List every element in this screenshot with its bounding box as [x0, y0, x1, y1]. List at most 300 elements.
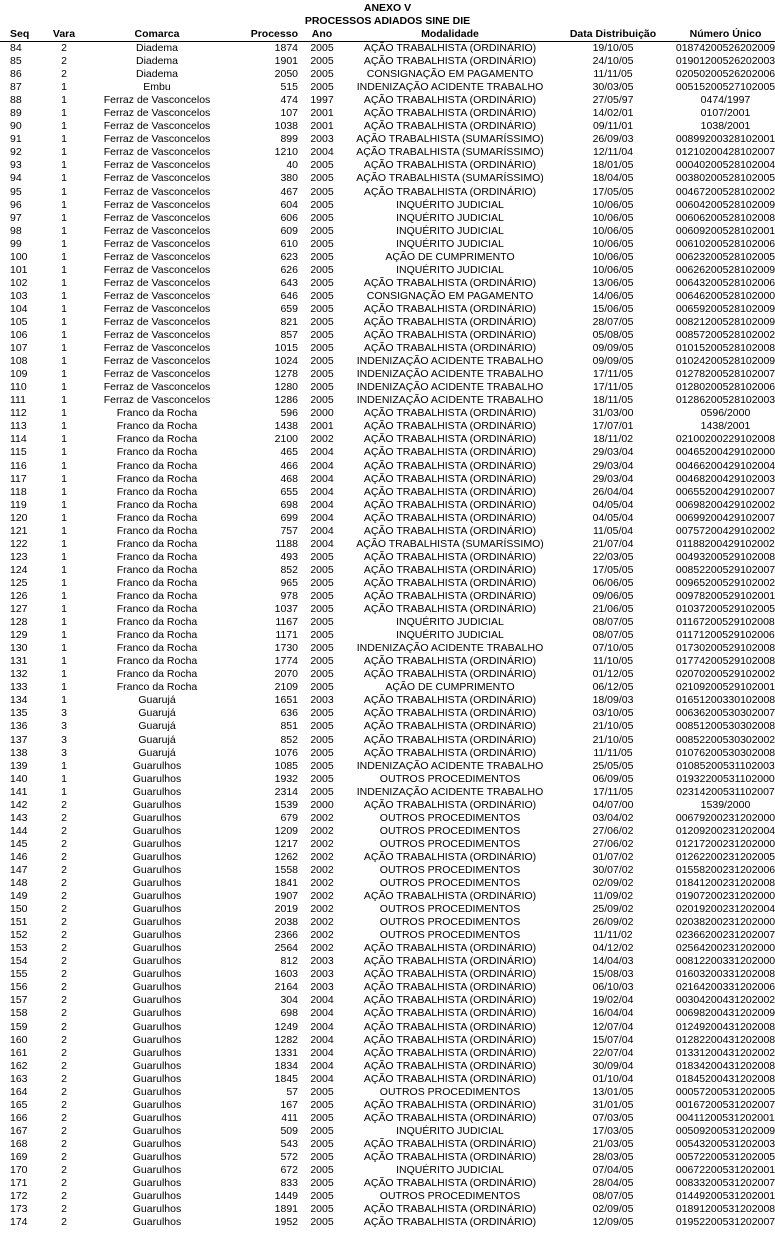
- cell-vara: 2: [61, 850, 67, 863]
- cell-data-distribuicao: 28/03/05: [592, 1151, 634, 1163]
- cell-seq: 95: [10, 185, 22, 198]
- cell-modalidade: AÇÃO TRABALHISTA (ORDINÁRIO): [363, 433, 537, 446]
- cell-modalidade: AÇÃO TRABALHISTA (ORDINÁRIO): [363, 329, 537, 342]
- cell-ano: 2005: [310, 1216, 334, 1229]
- cell-processo: 636: [280, 707, 298, 720]
- cell-data-distribuicao: 18/01/05: [592, 159, 634, 172]
- cell-data-distribuicao: 14/04/03: [592, 955, 634, 968]
- cell-modalidade: AÇÃO TRABALHISTA (ORDINÁRIO): [363, 120, 537, 133]
- cell-ano: 2004: [310, 1072, 334, 1085]
- cell-processo: 604: [280, 198, 298, 211]
- cell-data-distribuicao: 11/11/02: [593, 929, 633, 942]
- cell-vara: 1: [61, 120, 67, 133]
- cell-numero-unico: 00655200429102007: [675, 485, 775, 498]
- cell-vara: 2: [61, 837, 67, 850]
- cell-vara: 2: [61, 811, 67, 824]
- cell-vara: 2: [61, 1085, 67, 1098]
- cell-ano: 2004: [310, 1033, 334, 1046]
- cell-processo: 1834: [274, 1059, 298, 1072]
- cell-modalidade: AÇÃO TRABALHISTA (ORDINÁRIO): [363, 655, 537, 668]
- table-row: [0, 186, 775, 199]
- cell-numero-unico: 00167200531202007: [675, 1098, 775, 1111]
- cell-processo: 107: [280, 107, 298, 120]
- cell-ano: 2005: [310, 1164, 334, 1177]
- cell-modalidade: AÇÃO TRABALHISTA (ORDINÁRIO): [363, 733, 537, 746]
- cell-comarca: Guarulhos: [132, 1059, 182, 1072]
- cell-ano: 2005: [310, 550, 334, 563]
- table-row: [0, 629, 775, 642]
- table-row: [0, 199, 775, 212]
- cell-modalidade: OUTROS PROCEDIMENTOS: [379, 1190, 521, 1203]
- cell-modalidade: AÇÃO TRABALHISTA (ORDINÁRIO): [363, 485, 537, 498]
- table-row: [0, 394, 775, 407]
- cell-comarca: Ferraz de Vasconcelos: [103, 94, 211, 107]
- table-row: [0, 642, 775, 655]
- cell-processo: 1249: [274, 1020, 298, 1033]
- cell-comarca: Franco da Rocha: [116, 446, 198, 459]
- cell-processo: 757: [280, 524, 298, 537]
- table-row: [0, 107, 775, 120]
- cell-seq: 167: [10, 1124, 28, 1137]
- table-row: [0, 55, 775, 68]
- cell-numero-unico: 00978200529102001: [675, 589, 775, 602]
- cell-modalidade: AÇÃO TRABALHISTA (ORDINÁRIO): [363, 276, 537, 289]
- cell-data-distribuicao: 17/11/05: [592, 785, 634, 798]
- cell-seq: 134: [10, 694, 28, 707]
- cell-data-distribuicao: 19/10/05: [592, 42, 634, 55]
- cell-processo: 2050: [274, 68, 298, 81]
- cell-comarca: Ferraz de Vasconcelos: [103, 172, 211, 185]
- cell-processo: 646: [280, 289, 298, 302]
- table-row: [0, 1190, 775, 1203]
- cell-ano: 2002: [310, 811, 334, 824]
- table-row: [0, 773, 775, 786]
- cell-seq: 132: [10, 668, 28, 681]
- cell-seq: 162: [10, 1059, 28, 1072]
- cell-seq: 164: [10, 1085, 28, 1098]
- table-row: [0, 681, 775, 694]
- table-row: [0, 172, 775, 185]
- cell-numero-unico: 00493200529102008: [675, 550, 775, 563]
- cell-seq: 97: [10, 211, 22, 224]
- cell-data-distribuicao: 12/09/05: [592, 1216, 634, 1229]
- cell-data-distribuicao: 10/06/05: [592, 250, 634, 263]
- cell-comarca: Ferraz de Vasconcelos: [103, 289, 211, 302]
- cell-ano: 2002: [310, 850, 334, 863]
- cell-processo: 1188: [275, 537, 298, 550]
- cell-modalidade: AÇÃO TRABALHISTA (ORDINÁRIO): [363, 446, 537, 459]
- cell-processo: 812: [280, 955, 298, 968]
- cell-processo: 679: [280, 811, 298, 824]
- cell-processo: 515: [280, 81, 298, 94]
- cell-seq: 106: [10, 329, 28, 342]
- cell-numero-unico: 01952200531202007: [675, 1216, 775, 1229]
- cell-seq: 135: [10, 707, 28, 720]
- cell-comarca: Embu: [143, 81, 171, 94]
- cell-ano: 2005: [310, 759, 334, 772]
- cell-comarca: Guarulhos: [132, 916, 182, 929]
- cell-data-distribuicao: 11/09/02: [592, 890, 634, 903]
- table-row: [0, 955, 775, 968]
- cell-ano: 2002: [310, 929, 334, 942]
- cell-seq: 98: [10, 224, 22, 237]
- table-row: [0, 603, 775, 616]
- table-row: [0, 473, 775, 486]
- cell-vara: 1: [61, 342, 67, 355]
- cell-comarca: Diadema: [135, 55, 179, 68]
- cell-ano: 2001: [310, 120, 334, 133]
- cell-processo: 655: [280, 485, 298, 498]
- cell-ano: 2005: [310, 159, 334, 172]
- cell-comarca: Guarujá: [138, 733, 176, 746]
- table-row: [0, 407, 775, 420]
- cell-processo: 699: [280, 511, 298, 524]
- cell-ano: 2005: [310, 785, 334, 798]
- cell-ano: 2005: [310, 81, 334, 94]
- cell-modalidade: AÇÃO TRABALHISTA (ORDINÁRIO): [363, 511, 537, 524]
- cell-data-distribuicao: 10/06/05: [592, 211, 634, 224]
- cell-comarca: Ferraz de Vasconcelos: [103, 133, 211, 146]
- cell-seq: 112: [10, 407, 27, 420]
- cell-ano: 2005: [310, 237, 334, 250]
- cell-modalidade: OUTROS PROCEDIMENTOS: [379, 811, 521, 824]
- cell-ano: 2005: [310, 211, 334, 224]
- table-row: [0, 486, 775, 499]
- cell-processo: 899: [280, 133, 298, 146]
- cell-comarca: Ferraz de Vasconcelos: [103, 120, 211, 133]
- cell-vara: 2: [61, 1111, 67, 1124]
- cell-ano: 1997: [310, 94, 334, 107]
- cell-vara: 1: [61, 329, 67, 342]
- cell-modalidade: AÇÃO TRABALHISTA (SUMARÍSSIMO): [356, 172, 544, 185]
- cell-ano: 2003: [310, 968, 334, 981]
- column-header-numero-unico: Número Único: [666, 28, 775, 42]
- cell-processo: 1841: [274, 877, 298, 890]
- cell-ano: 2005: [310, 707, 334, 720]
- cell-comarca: Guarulhos: [132, 1111, 182, 1124]
- cell-seq: 142: [10, 798, 28, 811]
- cell-processo: 1901: [274, 55, 298, 68]
- cell-numero-unico: 00606200528102008: [675, 211, 775, 224]
- cell-processo: 857: [280, 329, 298, 342]
- cell-modalidade: AÇÃO TRABALHISTA (ORDINÁRIO): [363, 850, 537, 863]
- cell-comarca: Guarulhos: [132, 811, 182, 824]
- cell-data-distribuicao: 26/09/03: [592, 133, 634, 146]
- cell-comarca: Ferraz de Vasconcelos: [103, 302, 211, 315]
- cell-ano: 2005: [310, 589, 334, 602]
- cell-seq: 99: [10, 237, 22, 250]
- cell-modalidade: AÇÃO TRABALHISTA (ORDINÁRIO): [363, 420, 537, 433]
- cell-vara: 1: [61, 589, 67, 602]
- table-row: [0, 277, 775, 290]
- cell-vara: 3: [61, 733, 67, 746]
- cell-data-distribuicao: 10/06/05: [592, 198, 634, 211]
- cell-numero-unico: 0107/2001: [700, 107, 751, 120]
- cell-ano: 2005: [310, 563, 334, 576]
- cell-processo: 2314: [274, 785, 298, 798]
- cell-ano: 2004: [310, 1046, 334, 1059]
- cell-data-distribuicao: 09/11/01: [592, 120, 634, 133]
- cell-ano: 2005: [310, 1098, 334, 1111]
- cell-vara: 1: [61, 785, 67, 798]
- cell-processo: 1449: [274, 1190, 298, 1203]
- cell-vara: 2: [61, 1151, 67, 1163]
- cell-ano: 2005: [310, 276, 334, 289]
- cell-data-distribuicao: 10/06/05: [592, 237, 634, 250]
- cell-seq: 156: [10, 981, 28, 994]
- cell-seq: 139: [10, 759, 28, 772]
- table-row: [0, 1086, 775, 1099]
- cell-vara: 2: [61, 1164, 67, 1177]
- cell-ano: 2005: [310, 1177, 334, 1190]
- cell-vara: 1: [61, 81, 67, 94]
- cell-numero-unico: 00821200528102009: [675, 316, 775, 328]
- cell-modalidade: CONSIGNAÇÃO EM PAGAMENTO: [366, 68, 534, 81]
- cell-processo: 465: [280, 446, 298, 459]
- cell-numero-unico: 00852200530302002: [675, 733, 775, 746]
- cell-numero-unico: 00623200528102005: [675, 250, 775, 263]
- cell-data-distribuicao: 06/10/03: [592, 981, 634, 994]
- cell-numero-unico: 0596/2000: [700, 407, 751, 420]
- table-row: [0, 720, 775, 733]
- cell-data-distribuicao: 14/02/01: [592, 107, 634, 120]
- cell-comarca: Guarulhos: [132, 994, 182, 1007]
- table-row: [0, 707, 775, 720]
- cell-data-distribuicao: 04/07/00: [592, 798, 634, 811]
- cell-vara: 1: [61, 159, 67, 172]
- cell-seq: 117: [10, 472, 27, 485]
- cell-modalidade: INQUÉRITO JUDICIAL: [396, 211, 504, 224]
- table-body: [0, 42, 775, 1230]
- cell-data-distribuicao: 26/04/04: [592, 485, 634, 498]
- cell-processo: 467: [280, 185, 298, 198]
- table-row: [0, 512, 775, 525]
- cell-modalidade: OUTROS PROCEDIMENTOS: [379, 877, 521, 890]
- table-row: [0, 981, 775, 994]
- cell-ano: 2005: [310, 55, 334, 68]
- cell-seq: 140: [10, 772, 28, 785]
- cell-vara: 2: [61, 824, 67, 837]
- cell-seq: 155: [10, 968, 28, 981]
- table-row: [0, 94, 775, 107]
- cell-data-distribuicao: 19/02/04: [592, 994, 634, 1007]
- cell-ano: 2005: [310, 1111, 334, 1124]
- cell-ano: 2005: [310, 185, 334, 198]
- cell-modalidade: AÇÃO TRABALHISTA (ORDINÁRIO): [363, 707, 537, 720]
- cell-comarca: Ferraz de Vasconcelos: [103, 146, 211, 159]
- cell-seq: 116: [10, 459, 27, 472]
- cell-modalidade: INDENIZAÇÃO ACIDENTE TRABALHO: [356, 785, 544, 798]
- cell-seq: 89: [10, 107, 22, 120]
- cell-modalidade: AÇÃO TRABALHISTA (ORDINÁRIO): [363, 342, 537, 355]
- cell-comarca: Franco da Rocha: [116, 459, 198, 472]
- cell-numero-unico: 00857200528102002: [675, 329, 775, 342]
- cell-data-distribuicao: 13/06/05: [592, 276, 634, 289]
- cell-processo: 610: [280, 237, 298, 250]
- cell-data-distribuicao: 30/03/05: [592, 81, 634, 94]
- table-row: [0, 1073, 775, 1086]
- cell-seq: 101: [10, 263, 28, 276]
- cell-seq: 151: [10, 916, 28, 929]
- cell-vara: 1: [61, 446, 67, 459]
- cell-processo: 1024: [274, 355, 298, 368]
- cell-vara: 1: [61, 550, 67, 563]
- cell-comarca: Guarulhos: [132, 850, 182, 863]
- cell-numero-unico: 01932200531102000: [676, 772, 775, 785]
- cell-comarca: Guarulhos: [132, 1124, 182, 1137]
- cell-comarca: Guarujá: [138, 746, 176, 759]
- cell-seq: 133: [10, 681, 28, 694]
- cell-comarca: Guarulhos: [132, 1164, 182, 1177]
- cell-data-distribuicao: 09/09/05: [592, 355, 634, 368]
- cell-ano: 2005: [310, 316, 334, 328]
- cell-modalidade: OUTROS PROCEDIMENTOS: [379, 837, 521, 850]
- cell-modalidade: AÇÃO TRABALHISTA (SUMARÍSSIMO): [356, 146, 544, 159]
- cell-modalidade: INQUÉRITO JUDICIAL: [396, 616, 504, 629]
- cell-comarca: Guarulhos: [132, 1151, 182, 1163]
- cell-seq: 138: [10, 746, 28, 759]
- cell-numero-unico: 01558200231202006: [675, 863, 775, 876]
- cell-processo: 852: [280, 733, 298, 746]
- cell-data-distribuicao: 07/03/05: [592, 1111, 634, 1124]
- cell-modalidade: AÇÃO TRABALHISTA (ORDINÁRIO): [363, 1098, 537, 1111]
- cell-comarca: Guarulhos: [132, 772, 182, 785]
- cell-comarca: Ferraz de Vasconcelos: [103, 237, 211, 250]
- table-row: [0, 903, 775, 916]
- cell-modalidade: AÇÃO TRABALHISTA (ORDINÁRIO): [363, 1072, 537, 1085]
- cell-vara: 3: [61, 707, 67, 720]
- cell-modalidade: AÇÃO TRABALHISTA (ORDINÁRIO): [363, 668, 537, 681]
- cell-ano: 2004: [310, 524, 334, 537]
- table-row: [0, 760, 775, 773]
- cell-seq: 114: [10, 433, 27, 446]
- cell-comarca: Franco da Rocha: [116, 524, 198, 537]
- cell-vara: 1: [61, 772, 67, 785]
- cell-seq: 121: [10, 524, 28, 537]
- cell-numero-unico: 01210200428102007: [675, 146, 775, 159]
- cell-numero-unico: 00852200529102007: [675, 563, 775, 576]
- cell-modalidade: AÇÃO TRABALHISTA (ORDINÁRIO): [363, 576, 537, 589]
- cell-processo: 474: [280, 94, 298, 107]
- cell-data-distribuicao: 27/06/02: [592, 824, 634, 837]
- cell-modalidade: AÇÃO TRABALHISTA (ORDINÁRIO): [363, 589, 537, 602]
- table-row: [0, 499, 775, 512]
- cell-data-distribuicao: 07/04/05: [592, 1164, 634, 1177]
- cell-ano: 2002: [310, 903, 334, 916]
- cell-modalidade: INQUÉRITO JUDICIAL: [396, 224, 504, 237]
- cell-ano: 2005: [310, 772, 334, 785]
- cell-data-distribuicao: 21/07/04: [592, 537, 634, 550]
- cell-numero-unico: 01449200531202001: [675, 1190, 775, 1203]
- cell-processo: 1845: [274, 1072, 298, 1085]
- cell-ano: 2000: [310, 407, 334, 420]
- cell-numero-unico: 1438/2001: [700, 420, 751, 433]
- cell-seq: 147: [10, 863, 28, 876]
- cell-vara: 1: [61, 563, 67, 576]
- cell-comarca: Guarulhos: [132, 824, 182, 837]
- cell-comarca: Franco da Rocha: [116, 407, 198, 420]
- cell-numero-unico: 00609200528102001: [675, 224, 775, 237]
- cell-processo: 609: [280, 224, 298, 237]
- cell-seq: 96: [10, 198, 22, 211]
- cell-vara: 2: [61, 1203, 67, 1216]
- cell-processo: 543: [280, 1137, 298, 1150]
- cell-modalidade: AÇÃO TRABALHISTA (ORDINÁRIO): [363, 316, 537, 328]
- cell-data-distribuicao: 08/07/05: [592, 1190, 634, 1203]
- cell-processo: 833: [280, 1177, 298, 1190]
- cell-seq: 145: [10, 837, 28, 850]
- cell-numero-unico: 02038200231202000: [675, 916, 775, 929]
- cell-vara: 1: [61, 433, 67, 446]
- table-row: [0, 968, 775, 981]
- cell-vara: 1: [61, 642, 67, 655]
- cell-data-distribuicao: 18/09/03: [592, 694, 634, 707]
- cell-seq: 170: [10, 1164, 28, 1177]
- cell-processo: 40: [286, 159, 298, 172]
- cell-comarca: Franco da Rocha: [116, 498, 198, 511]
- cell-numero-unico: 01037200529102005: [675, 603, 775, 616]
- cell-vara: 1: [61, 381, 67, 394]
- table-row: [0, 838, 775, 851]
- cell-seq: 109: [10, 368, 28, 381]
- cell-modalidade: AÇÃO TRABALHISTA (ORDINÁRIO): [363, 550, 537, 563]
- table-row: [0, 890, 775, 903]
- table-row: [0, 342, 775, 355]
- cell-comarca: Franco da Rocha: [116, 537, 198, 550]
- cell-numero-unico: 01171200529102006: [676, 629, 775, 642]
- table-row: [0, 564, 775, 577]
- cell-vara: 2: [61, 798, 67, 811]
- cell-modalidade: AÇÃO TRABALHISTA (ORDINÁRIO): [363, 1151, 537, 1163]
- cell-seq: 94: [10, 172, 22, 185]
- cell-modalidade: AÇÃO TRABALHISTA (ORDINÁRIO): [363, 1020, 537, 1033]
- cell-modalidade: AÇÃO DE CUMPRIMENTO: [385, 681, 515, 694]
- cell-data-distribuicao: 12/07/04: [592, 1020, 634, 1033]
- cell-comarca: Guarulhos: [132, 929, 182, 942]
- cell-numero-unico: 01280200528102006: [675, 381, 775, 394]
- cell-seq: 168: [10, 1137, 28, 1150]
- cell-processo: 380: [280, 172, 298, 185]
- cell-modalidade: AÇÃO TRABALHISTA (ORDINÁRIO): [363, 942, 537, 955]
- cell-ano: 2005: [310, 42, 334, 55]
- cell-comarca: Ferraz de Vasconcelos: [103, 185, 211, 198]
- cell-vara: 1: [61, 263, 67, 276]
- cell-seq: 174: [10, 1216, 28, 1229]
- table-row: [0, 694, 775, 707]
- cell-ano: 2002: [310, 837, 334, 850]
- cell-numero-unico: 01085200531102003: [676, 759, 775, 772]
- cell-modalidade: OUTROS PROCEDIMENTOS: [379, 772, 521, 785]
- cell-modalidade: AÇÃO TRABALHISTA (ORDINÁRIO): [363, 798, 537, 811]
- cell-vara: 1: [61, 224, 67, 237]
- cell-modalidade: INQUÉRITO JUDICIAL: [396, 1164, 504, 1177]
- cell-numero-unico: 02109200529102001: [675, 681, 775, 694]
- cell-seq: 105: [10, 316, 28, 328]
- cell-data-distribuicao: 17/11/05: [592, 368, 634, 381]
- cell-seq: 103: [10, 289, 28, 302]
- cell-data-distribuicao: 15/06/05: [592, 302, 634, 315]
- cell-ano: 2002: [310, 877, 334, 890]
- cell-data-distribuicao: 31/01/05: [592, 1098, 634, 1111]
- cell-modalidade: INQUÉRITO JUDICIAL: [396, 237, 504, 250]
- cell-ano: 2005: [310, 1151, 334, 1163]
- cell-vara: 2: [61, 1177, 67, 1190]
- column-header-data-distribuicao: Data Distribuição: [560, 28, 666, 42]
- cell-comarca: Guarulhos: [132, 1098, 182, 1111]
- cell-seq: 131: [10, 655, 28, 668]
- cell-ano: 2003: [310, 955, 334, 968]
- cell-data-distribuicao: 11/05/04: [592, 524, 634, 537]
